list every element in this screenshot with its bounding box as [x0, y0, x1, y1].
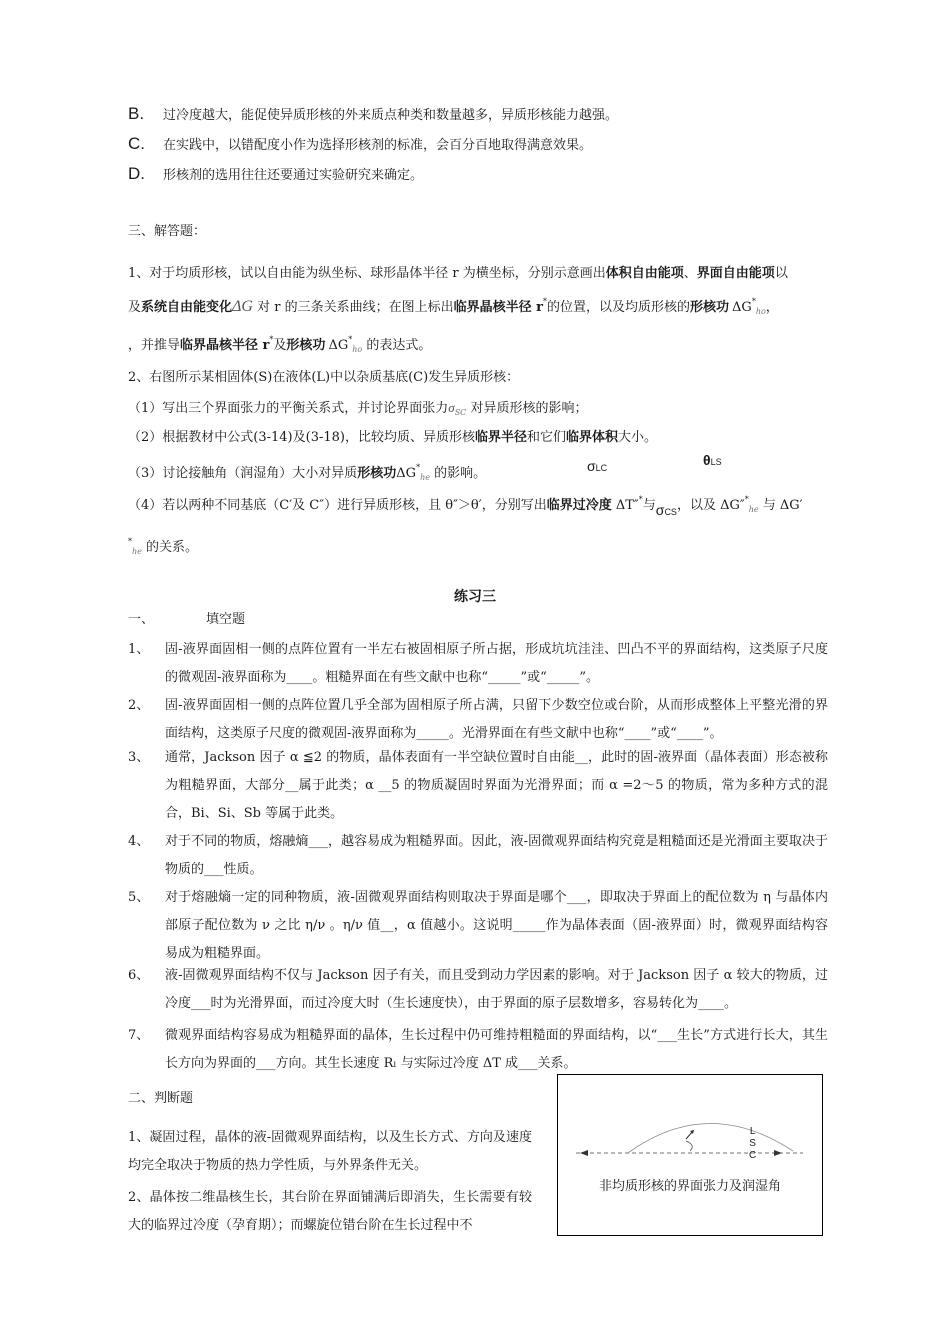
theta-ls-label: [703, 452, 722, 468]
option-b: [128, 104, 618, 124]
item-number: 2、: [128, 698, 150, 713]
subscript-ho: ho: [755, 307, 766, 316]
q1-text: 、: [683, 266, 697, 281]
q1-bold: 形核功: [690, 300, 730, 315]
fill-item: [128, 1022, 828, 1078]
subscript-cs: CS: [664, 507, 677, 517]
item-text: 通常，Jackson 因子 α ≦2 的物质，晶体表面有一半空缺位置时自由能__，此时的固-液界面（晶体表面）形态被称为粗糙界面，大部分__属于此类；α __5 的物质凝固时界面为光滑界面；而 α =2～5 的物质，常为多种方式的混合，Bi、Si、Sb 等属于此类。: [165, 750, 828, 821]
delta-g-symbol: ΔG: [732, 300, 752, 315]
q1-bold: 系统自由能变化: [141, 300, 233, 315]
sigma-symbol: σ: [655, 502, 665, 518]
sigma-symbol: σ: [448, 400, 455, 415]
exercise-title: 练习三: [454, 589, 496, 605]
subscript-ls: LS: [710, 457, 722, 467]
fill-heading: [128, 606, 828, 634]
fill-heading-text: 填空题: [206, 612, 246, 627]
q2-text: （2）根据教材中公式(3-14)及(3-18)，比较均质、异质形核: [128, 430, 475, 445]
arrow-left-icon: [580, 1150, 588, 1156]
q2-text: ΔT″: [611, 498, 639, 513]
option-text: 过冷度越大，能促使异质形核的外来质点种类和数量越多，异质形核能力越强。: [163, 108, 619, 123]
wetting-angle-diagram: [558, 1075, 822, 1175]
fill-item: [128, 692, 828, 748]
item-text: 液-固微观界面结构不仅与 Jackson 因子有关，而且受到动力学因素的影响。对于 Jackson 因子 α 较大的物质，过冷度___时为光滑界面，而过冷度大时（生长速度快），由于界面的原子层数增多，容易转化为____。: [165, 968, 828, 1011]
subscript-sc: SC: [454, 408, 467, 417]
q1-text: ，并推导: [128, 338, 181, 353]
q1-bold: 界面自由能项: [696, 266, 775, 281]
q1-text: 对 r 的三条关系曲线；在图上标出: [252, 300, 454, 315]
q2-text: 与: [642, 498, 656, 513]
judge-item: 1、凝固过程，晶体的液-固微观界面结构，以及生长方式、方向及速度均完全取决于物质的热力学性质，与外界条件无关。: [128, 1130, 532, 1173]
angle-arc-icon: [686, 1141, 692, 1151]
q1-text: 及: [128, 300, 142, 315]
question-2-part-2: [128, 424, 828, 452]
fill-item: [128, 884, 828, 968]
fill-item: [128, 962, 828, 1018]
option-c: [128, 134, 592, 154]
fill-item: [128, 636, 828, 692]
q2-text: 大小。: [618, 430, 658, 445]
figure-caption: 非均质形核的界面张力及润湿角: [598, 1179, 781, 1194]
question-2-part-1: [128, 394, 828, 427]
item-text: 固-液界面固相一侧的点阵位置几乎全部为固相原子所占满，只留下少数空位或台阶，从而形成整体上平整光滑的界面结构，这类原子尺度的微观固-液界面称为_____。光滑界面在有些文献中也称“____”或“____”。: [165, 698, 828, 741]
q2-text: （3）讨论接触角（润湿角）大小对异质: [128, 466, 358, 481]
question-2-part-4: （4）若以两种不同基底（C′及 C″）进行异质形核，且 θ″＞θ′，分别写出临界过冷度 ΔT″*与$\sigma_{CS}$，以及 $\Delta G''^*_{he}$ 与 ΔG′ *$_{he}$ 的关系。: [128, 495, 803, 556]
item-number: 5、: [128, 890, 150, 905]
item-text: 对于不同的物质，熔融熵___，越容易成为粗糙界面。因此，液-固微观界面结构究竟是粗糙面还是光滑面主要取决于物质的___性质。: [165, 834, 828, 877]
judge-item: 2、晶体按二维晶核生长，其台阶在界面铺满后即消失，生长需要有较大的临界过冷度（孕育期）；而螺旋位错台阶在生长过程中不: [128, 1190, 532, 1233]
q2-text: 的影响。: [429, 466, 487, 481]
nucleus-cap-outline: [628, 1123, 793, 1153]
option-text: 形核剂的选用往往还要通过实验研究来确定。: [163, 168, 424, 183]
q2-bold: 临界半径: [474, 430, 527, 445]
item-number: 3、: [128, 750, 150, 765]
subscript-he: he: [420, 473, 430, 482]
q2-bold: 形核功: [357, 466, 397, 481]
label-c: C: [749, 1150, 757, 1161]
option-text: 在实践中，以错配度小作为选择形核剂的标准，会百分百地取得满意效果。: [163, 138, 593, 153]
q1-text: 及: [273, 338, 287, 353]
q1-bold: 形核功: [286, 338, 326, 353]
question-1: 1、对于均质形核，试以自由能为纵坐标、球形晶体半径 r 为横坐标，分别示意画出体积自由能项、界面自由能项以 及系统自由能变化ΔG 对 r 的三条关系曲线；在图上标出临界晶核半径 r*的位置，以及均质形核的形核功 $\Delta G^*_{ho}$， ，并推导临界晶核半径 r*及形核功 $\Delta G^*_{ho}$ 的表达式。: [128, 266, 788, 354]
q2-text: 与 ΔG′: [758, 498, 803, 513]
q1-bold: 临界晶核半径 r: [453, 300, 543, 315]
item-number: 1、: [128, 642, 150, 657]
phase-labels: [749, 1126, 756, 1162]
delta-g-symbol: ΔG: [232, 298, 253, 315]
fill-item: [128, 744, 828, 828]
item-text: 固-液界面固相一侧的点阵位置有一半左右被固相原子所占据，形成坑坑洼洼、凹凸不平的界面结构，这类原子尺度的微观固-液界面称为____。粗糙界面在有些文献中也称“_____”或“_____”。: [165, 642, 828, 685]
label-s: S: [749, 1138, 756, 1149]
question-2-part-3: （3）讨论接触角（润湿角）大小对异质形核功$\Delta G^*_{he}$ 的影响。: [128, 463, 487, 482]
q1-bold: 临界晶核半径 r: [180, 338, 270, 353]
q2-bold: 临界体积: [566, 430, 619, 445]
theta-symbol: θ: [703, 452, 711, 468]
item-number: 4、: [128, 834, 150, 849]
option-letter: C.: [128, 134, 145, 153]
q2-bold: 临界过冷度: [546, 498, 612, 513]
option-letter: B.: [128, 104, 145, 123]
subscript-lc: LC: [595, 463, 608, 473]
item-number: 6、: [128, 968, 150, 983]
q2-text: ，以及 ΔG″: [676, 498, 745, 513]
q2-text: 和它们: [527, 430, 567, 445]
label-l: L: [749, 1126, 756, 1137]
q1-text: 的表达式。: [362, 338, 432, 353]
q1-text: 的位置，以及均质形核的: [547, 300, 691, 315]
arrow-right-icon: [774, 1150, 782, 1156]
q2-text: ΔG: [396, 466, 417, 481]
q2-text: 的关系。: [141, 540, 199, 555]
q1-text: 1、对于均质形核，试以自由能为纵坐标、球形晶体半径 r 为横坐标，分别示意画出: [128, 266, 606, 281]
item-text: 对于熔融熵一定的同种物质，液-固微观界面结构则取决于界面是哪个___，即取决于界面上的配位数为 η 与晶体内部原子配位数为 ν 之比 η/ν 。η/ν 值__，α 值越小。这说明_____作为晶体表面（固-液界面）时，微观界面结构容易成为粗糙界面。: [165, 890, 828, 961]
sigma-lc-label: [587, 458, 607, 474]
sigma-symbol: σ: [587, 458, 596, 474]
section3-heading: 三、解答题：: [128, 224, 207, 239]
judge-heading: 二、判断题: [128, 1091, 194, 1106]
option-letter: D.: [128, 164, 145, 183]
fill-heading-num: 一、: [128, 612, 155, 627]
q1-text: 以: [774, 266, 788, 281]
question-2-intro: 2、右图所示某相固体(S)在液体(L)中以杂质基底(C)发生异质形核：: [128, 370, 520, 385]
figure-box: [557, 1074, 823, 1236]
item-text: 微观界面结构容易成为粗糙界面的晶体，生长过程中仍可维持粗糙面的界面结构，以“___生长”方式进行长大，其生长方向为界面的___方向。其生长速度 Rₗ 与实际过冷度 ΔT 成___关系。: [165, 1028, 828, 1071]
q1-bold: 体积自由能项: [605, 266, 684, 281]
fill-item: [128, 828, 828, 884]
option-d: [128, 164, 423, 184]
q2-text: （1）写出三个界面张力的平衡关系式，并讨论界面张力: [128, 401, 449, 416]
q2-text: （4）若以两种不同基底（C′及 C″）进行异质形核，且 θ″＞θ′，分别写出: [128, 498, 547, 513]
q2-text: 对异质形核的影响；: [466, 401, 588, 416]
item-number: 7、: [128, 1028, 150, 1043]
